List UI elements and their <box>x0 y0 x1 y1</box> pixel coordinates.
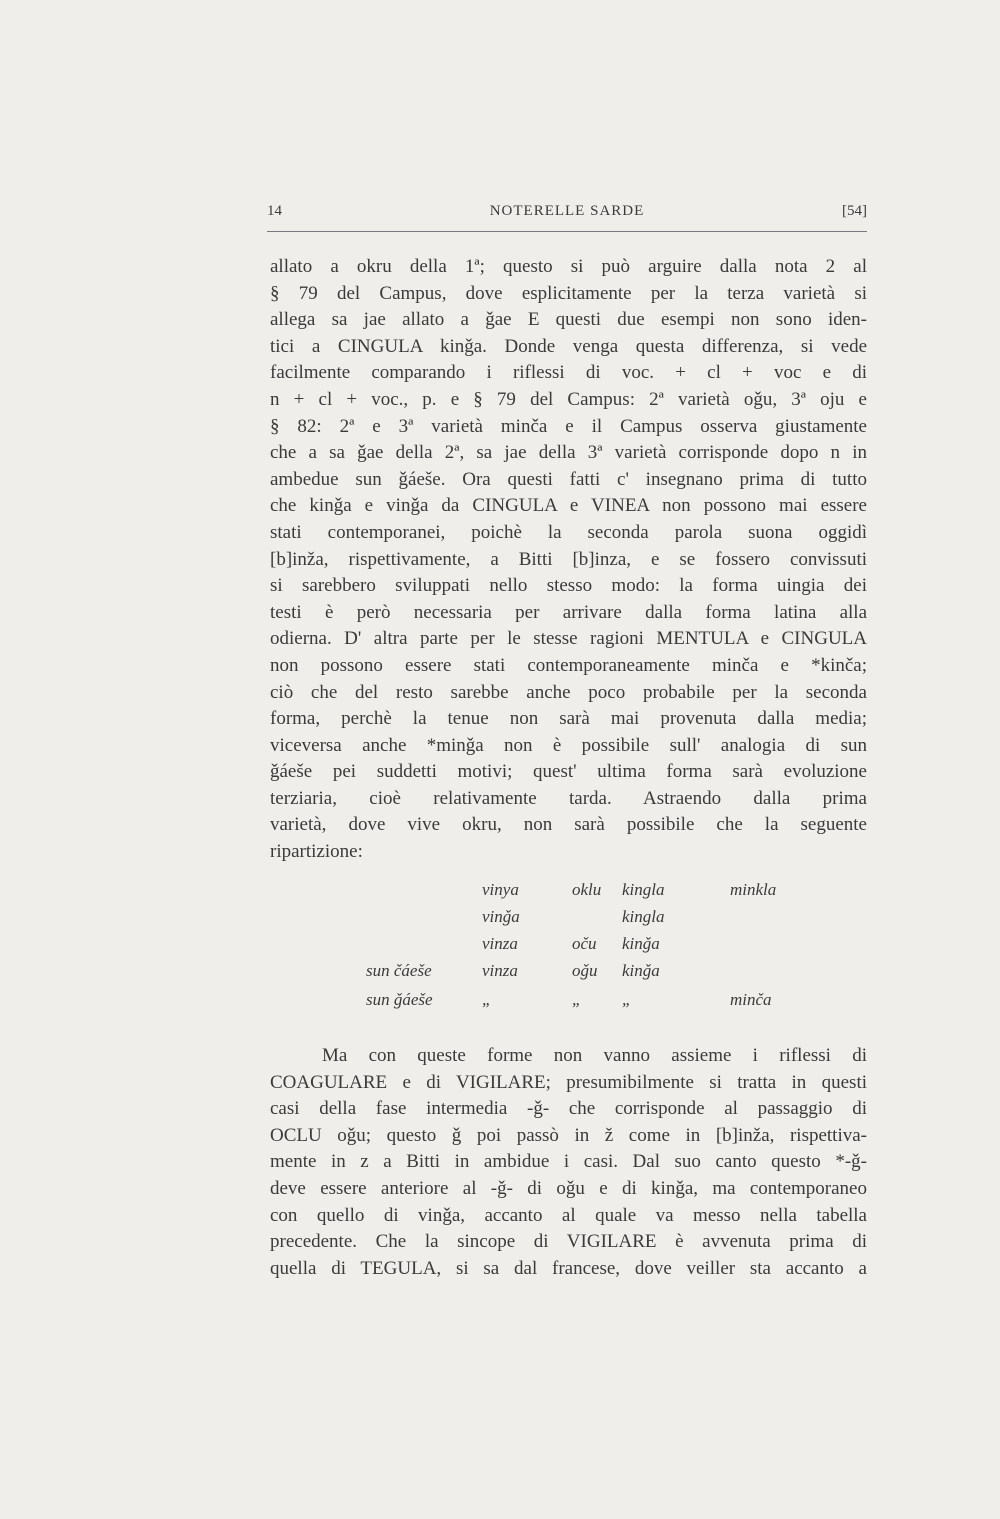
table-row <box>270 880 867 906</box>
running-title: NOTERELLE SARDE <box>489 203 645 219</box>
table-cell: minkla <box>730 880 777 899</box>
word-table <box>270 880 867 1020</box>
table-cell: sun ǧáeše <box>366 990 433 1009</box>
table-cell: oǧu <box>572 961 598 980</box>
text-line: forma, perchè la tenue non sarà mai provenuta dalla media; <box>270 708 867 730</box>
text-line: [b]inža, rispettivamente, a Bitti [b]inza, e se fossero convissuti <box>270 548 867 570</box>
table-cell: „ <box>482 990 492 1009</box>
text-line: varietà, dove vive okru, non sarà possibile che la seguente <box>270 814 867 836</box>
text-line: quella di TEGULA, si sa dal francese, dove veiller sta accanto a <box>270 1257 867 1279</box>
text-line: testi è però necessaria per arrivare dalla forma latina alla <box>270 601 867 623</box>
table-cell: kingla <box>622 907 665 926</box>
text-line: ripartizione: <box>270 841 363 863</box>
table-cell: „ <box>572 990 582 1009</box>
bracket-page-number: [54] <box>842 203 867 219</box>
text-line: OCLU oǧu; questo ǧ poi passò in ž come in [b]inža, rispettiva- <box>270 1124 867 1146</box>
table-cell: kinǧa <box>622 934 660 953</box>
text-line: odierna. D' altra parte per le stesse ragioni MENTULA e CINGULA <box>270 628 867 650</box>
table-row <box>270 990 867 1016</box>
text-line: allega sa jae allato a ǧae E questi due esempi non sono iden- <box>270 309 867 331</box>
table-cell: oklu <box>572 880 602 899</box>
header-rule <box>267 231 867 232</box>
text-line: ciò che del resto sarebbe anche poco probabile per la seconda <box>270 681 867 703</box>
body-text-block-1 <box>270 254 867 866</box>
table-cell: oču <box>572 934 597 953</box>
text-line: COAGULARE e di VIGILARE; presumibilmente si tratta in questi <box>270 1071 867 1093</box>
table-cell: vinya <box>482 880 519 899</box>
table-cell: vinǧa <box>482 907 520 926</box>
page-number: 14 <box>267 203 282 219</box>
table-cell: minča <box>730 990 772 1009</box>
table-cell: kinǧa <box>622 961 660 980</box>
text-line: che kinǧa e vinǧa da CINGULA e VINEA non possono mai essere <box>270 495 867 517</box>
text-line: § 79 del Campus, dove esplicitamente per la terza varietà si <box>270 282 867 304</box>
text-line: deve essere anteriore al -ǧ- di oǧu e di kinǧa, ma contemporaneo <box>270 1177 867 1199</box>
text-line: non possono essere stati contemporaneamente minča e *kinča; <box>270 654 867 676</box>
table-cell: kingla <box>622 880 665 899</box>
text-line: si sarebbero sviluppati nello stesso modo: la forma uingia dei <box>270 575 867 597</box>
text-line: precedente. Che la sincope di VIGILARE è avvenuta prima di <box>270 1231 867 1253</box>
text-line: ǧáeše pei suddetti motivi; quest' ultima forma sarà evoluzione <box>270 761 867 783</box>
running-header <box>267 203 867 233</box>
text-line: ambedue sun ǧáeše. Ora questi fatti c' insegnano prima di tutto <box>270 468 867 490</box>
text-line: allato a okru della 1ª; questo si può arguire dalla nota 2 al <box>270 256 867 277</box>
text-line: tici a CINGULA kinǧa. Donde venga questa differenza, si vede <box>270 335 867 357</box>
text-line: mente in z a Bitti in ambidue i casi. Dal suo canto questo *-ǧ- <box>270 1151 867 1173</box>
text-line: § 82: 2ª e 3ª varietà minča e il Campus osserva giustamente <box>270 415 867 437</box>
text-line: casi della fase intermedia -ǧ- che corrisponde al passaggio di <box>270 1098 867 1120</box>
table-cell: vinza <box>482 961 518 980</box>
text-line: Ma con queste forme non vanno assieme i riflessi di <box>322 1045 867 1066</box>
text-line: stati contemporanei, poichè la seconda parola suona oggidì <box>270 521 867 543</box>
text-line: facilmente comparando i riflessi di voc. + cl + voc e di <box>270 362 867 384</box>
body-text-block-2 <box>270 1043 867 1282</box>
table-cell: „ <box>622 990 632 1009</box>
table-row <box>270 934 867 960</box>
text-line: n + cl + voc., p. e § 79 del Campus: 2ª varietà oǧu, 3ª oju e <box>270 388 867 410</box>
table-cell: sun čáeše <box>366 961 432 980</box>
table-cell: vinza <box>482 934 518 953</box>
text-line: viceversa anche *minǧa non è possibile sull' analogia di sun <box>270 734 867 756</box>
table-row <box>270 907 867 933</box>
text-line: con quello di vinǧa, accanto al quale va messo nella tabella <box>270 1204 867 1226</box>
text-line: che a sa ǧae della 2ª, sa jae della 3ª varietà corrisponde dopo n in <box>270 442 867 464</box>
text-line: terziaria, cioè relativamente tarda. Astraendo dalla prima <box>270 787 867 809</box>
table-row <box>270 961 867 987</box>
